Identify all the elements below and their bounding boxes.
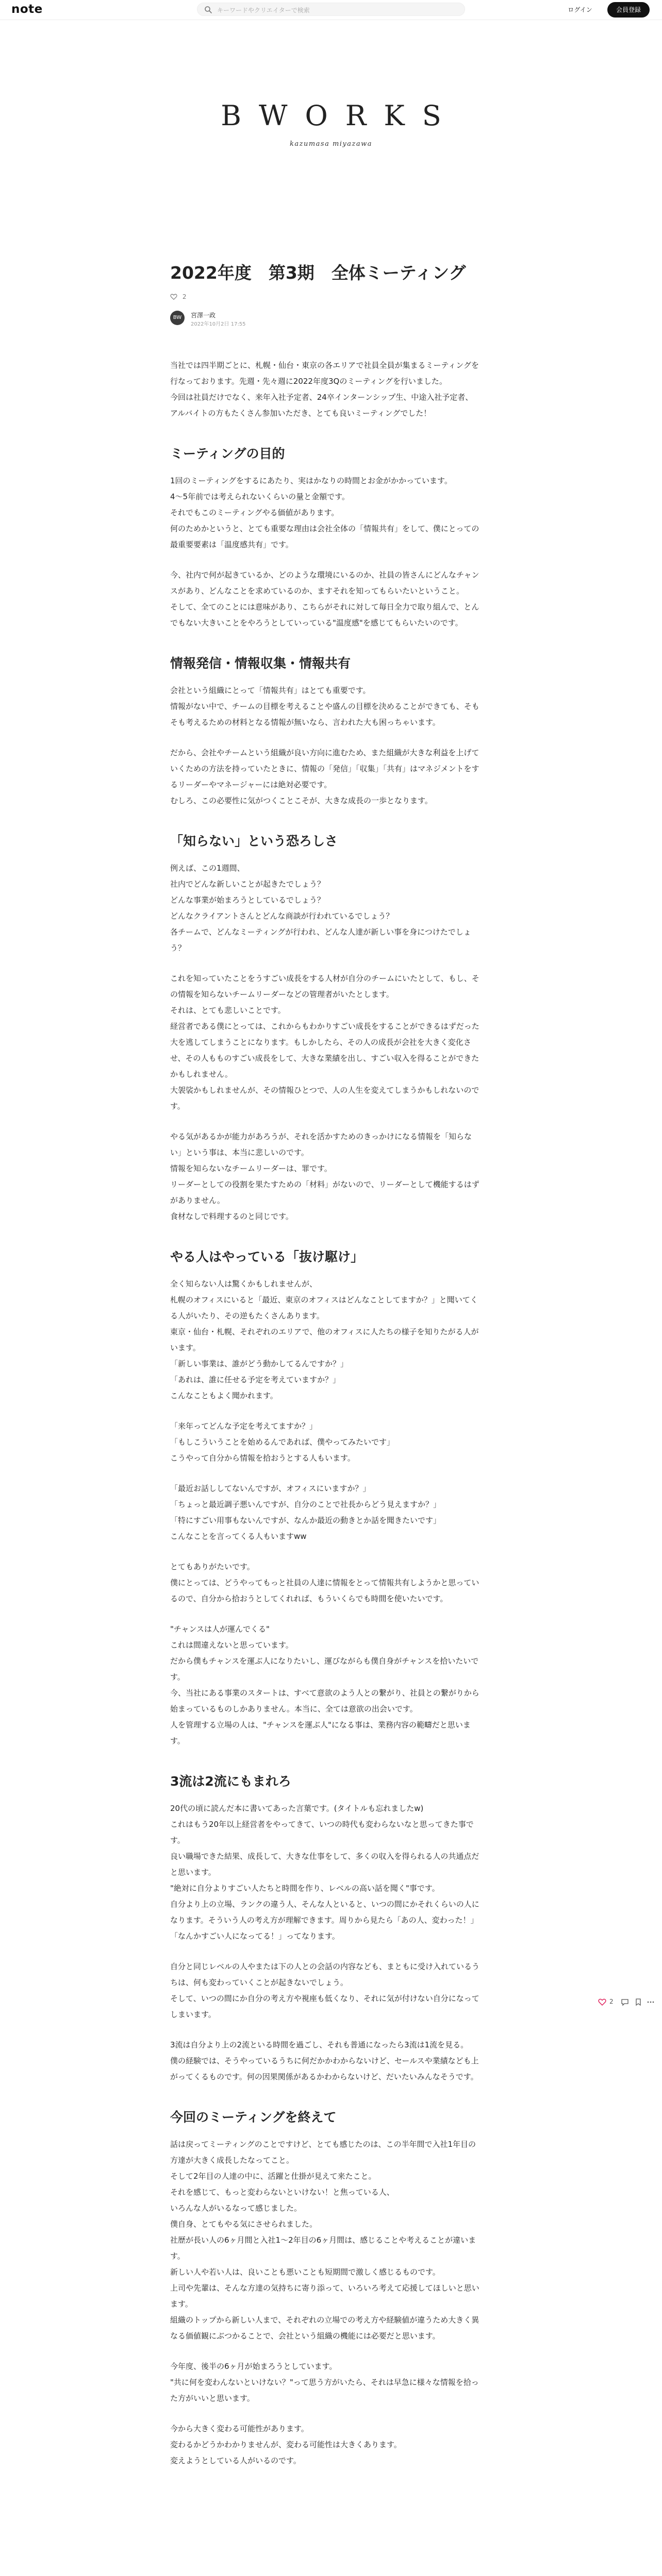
more-options-icon[interactable] bbox=[647, 1998, 655, 2006]
paragraph: 20代の頃に読んだ本に書いてあった言葉です。(タイトルも忘れましたw) これはもう20年以上経営者をやってきて、いつの時代も変わらないなと思ってきた事です。 良い職場できた結果、成長して、大きな仕事をして、多くの収入を得られる人の共通点だと思います。 "絶対に自分よりすごい人たちと時間を作り、レベルの高い話を聞く"事です。 自分より上の立場、ランクの違う人、そんな人といると、いつの間にかそれくらいの人になります。そういう人の考え方が理解できます。周りから見たら「あの人、変わった！」「なんかすごい人になってる！」ってなります。 bbox=[170, 1804, 479, 1941]
paragraph: 全く知らない人は驚くかもしれませんが、 札幌のオフィスにいると「最近、東京のオフィスはどんなことしてますか？」と聞いてくる人がいたり、その逆もたくさんあります。 東京・仙台・札幌、それぞれのエリアで、他のオフィスに人たちの様子を知りたがる人がいます。 「新しい事業は、誰がどう動かしてるんですか？」 「あれは、誰に任せる予定を考えていますか？」 こんなこともよく聞かれます。 bbox=[170, 1279, 479, 1400]
section-heading: 3流は2流にもまれろ bbox=[170, 1774, 291, 1789]
paragraph: だから、会社やチームという組織が良い方向に進むため、また組織が大きな利益を上げていくための方法を持っていたときに、情報の「発信」「収集」「共有」はマネジメントをするリーダーやマネージャーには絶対必要です。 むしろ、この必要性に気がつくことこそが、大きな成長の一歩となります。 bbox=[170, 748, 479, 805]
paragraph: 話は戻ってミーティングのことですけど、とても感じたのは、この半年間で入社1年目の方達が大きく成長したなってこと。 そして2年目の人達の中に、活躍と仕掛が見えて来たこと。 それを感じて、もっと変わらないといけない！と焦っている人、 いろんな人がいるなって感じました。 僕自身、とてもやる気にさせられました。 社歴が長い人の6ヶ月間と入社1〜2年目の6ヶ月間は、感じることや考えることが違います。 新しい人や若い人は、良いことも悪いことも短期間で激しく感じるものです。 上司や先輩は、そんな方達の気持ちに寄り添って、いろいろ考えて応援してほしいと思います。 組織のトップから新しい人まで、それぞれの立場での考え方や経験値が違うため大きく異なる価値観にぶつかることで、会社という組織の機能には必要だと思います。 bbox=[170, 2140, 479, 2341]
heart-icon[interactable] bbox=[170, 293, 177, 300]
paragraph: 会社という組織にとって「情報共有」はとても重要です。 情報がない中で、チームの目標を考えることや盛んの目標を決めることができても、そもそも考えるための材料となる情報が無いなら、言われた大も困っちゃいます。 bbox=[170, 686, 479, 727]
top-navigation-bar bbox=[0, 0, 662, 20]
section-heading: ミーティングの目的 bbox=[170, 446, 285, 461]
paragraph: "チャンスは人が運んでくる" これは間違えないと思っています。 だから僕もチャンスを運ぶ人になりたいし、運びながらも僕自身がチャンスを拾いたいです。 今、当社にある事業のスタートは、すべて意欲のよう人との繋がり、社員との繋がりから始まっているものしかありません。本当に、全ては意欲の出会いです。 人を管理する立場の人は、"チャンスを運ぶ人"になる事は、業務内容の範疇だと思います。 bbox=[170, 1624, 479, 1745]
paragraph: 今年度、後半の6ヶ月が始まろうとしています。 "共に何を変わんないといけない？"って思う方がいたら、それは早急に様々な情報を拾った方がいいと思います。 bbox=[170, 2362, 479, 2403]
paragraph: 当社では四半期ごとに、札幌・仙台・東京の各エリアで社員全員が集まるミーティングを行なっております。先週・先々週に2022年度3Qのミーティングを行いました。 今回は社員だけでなく、来年入社予定者、24卒インターンシップ生、中途入社予定者、アルバイトの方もたくさん参加いただき、とても良いミーティングでした！ bbox=[170, 361, 479, 418]
comment-icon[interactable] bbox=[621, 1998, 629, 2006]
paragraph: 1回のミーティングをするにあたり、実はかなりの時間とお金がかかっています。 4〜5年前では考えられないくらいの量と金額です。 それでもこのミーティングやる価値があります。 何のためかというと、とても重要な理由は会社全体の「情報共有」をして、僕にとっての最重要要素は「温度感共有」です。 bbox=[170, 476, 479, 549]
paragraph: やる気があるかが能力があろうが、それを活かすためのきっかけになる情報を「知らない」という事は、本当に悲しいのです。 情報を知らないなチームリーダーは、罪です。 リーダーとしての役割を果たすための「材料」がないので、リーダーとして機能するはずがありません。 食材なしで料理するのと同じです。 bbox=[170, 1132, 479, 1221]
avatar[interactable]: BW bbox=[170, 311, 185, 325]
side-like-count: 2 bbox=[609, 1998, 614, 2005]
like-heart-icon[interactable] bbox=[598, 1998, 606, 2006]
section-heading: 情報発信・情報収集・情報共有 bbox=[170, 656, 351, 671]
note-logo[interactable]: note bbox=[11, 3, 43, 16]
register-button[interactable]: 会員登録 bbox=[607, 2, 650, 18]
paragraph: 「最近お話ししてないんですが、オフィスにいますか？」 「ちょっと最近調子悪いんですが、自分のことで社長からどう見えますか？」 「特にすごい用事もないんですが、なんか最近の動きとか話を聞きたいです」 こんなことを言ってくる人もいますww bbox=[170, 1484, 441, 1541]
paragraph: 今、社内で何が起きているか、どのような環境にいるのか、社員の皆さんにどんなチャンスがあり、どんなことを求めているのか、ますそれを知ってもらいたいということ。 そして、全てのことには意味があり、こちらがそれに対して毎日全力で取り組んで、とんでもない大きいことをやろうとしていっている"温度感"を感じてもらいたいのです。 bbox=[170, 570, 479, 628]
search-input[interactable] bbox=[216, 5, 455, 16]
search-icon bbox=[204, 6, 212, 14]
creator-header bbox=[0, 98, 662, 148]
article-body bbox=[170, 358, 479, 2469]
article-title: 2022年度 第3期 全体ミーティング bbox=[170, 263, 466, 283]
search-box[interactable] bbox=[197, 3, 465, 16]
login-button[interactable]: ログイン bbox=[568, 6, 592, 13]
paragraph: これを知っていたことをうすごい成長をする人材が自分のチームにいたとして、もし、その情報を知らないチームリーダーなどの管理者がいたとします。 それは、とても悲しいことです。 経営者である僕にとっては、これからもわかりすごい成長をすることができるはずだった大を逃してしまうことになります。もしかしたら、その人の成長が会社を大きく変化させ、その人もものすごい成長をして、大きな業績を出し、すごい収入を得ることができたかもしれません。 大袈裟かもしれませんが、その情報ひとつで、人の人生を変えてしまうかもしれないのです。 bbox=[170, 974, 479, 1111]
paragraph: 今から大きく変わる可能性があります。 変わるかどうかわかりませんが、変わる可能性は大きくあります。 変えようとしている人がいるのです。 bbox=[170, 2424, 402, 2465]
section-heading: 今回のミーティングを終えて bbox=[170, 2110, 337, 2125]
like-count: 2 bbox=[182, 293, 187, 300]
paragraph: とてもありがたいです。 僕にとっては、どうやってもっと社員の人達に情報をとって情報共有しようかと思っているので、自分から拾おうとしてくれれば、もういくらでも時間を使いたいです。 bbox=[170, 1562, 479, 1603]
section-heading: やる人はやっている「抜け駆け」 bbox=[170, 1249, 364, 1264]
author-name[interactable]: 宮澤一政 bbox=[191, 312, 216, 319]
paragraph: 例えば、この1週間、 社内でどんな新しいことが起きたでしょう？ どんな事業が始まろうとしているでしょう？ どんなクライアントさんとどんな商談が行われているでしょう？ 各チームで、どんなミーティングが行われ、どんな人達が新しい事を身につけたでしょう？ bbox=[170, 863, 471, 953]
article bbox=[170, 261, 479, 2483]
like-row[interactable] bbox=[170, 293, 479, 303]
paragraph: 3流は自分より上の2流といる時間を過ごし、それも普通になったら3流は1流を見る。 僕の経験では、そうやっているうちに何だかかわからないけど、セールスや業績なども上がってくるものです。何の因果関係があるかわからないけど、だいたいみんなそうです。 bbox=[170, 2040, 479, 2081]
author-info[interactable] bbox=[170, 309, 479, 328]
publish-date: 2022年10月2日 17:55 bbox=[191, 321, 246, 327]
side-action-bar bbox=[598, 1997, 655, 2009]
bookmark-icon[interactable] bbox=[634, 1998, 642, 2006]
paragraph: 「来年ってどんな予定を考えてますか？」 「もしこういうことを始めるんであれば、僕やってみたいです」 こうやって自分から情報を拾おうとする人もいます。 bbox=[170, 1421, 395, 1463]
creator-subtitle: kazumasa miyazawa bbox=[289, 140, 373, 148]
creator-title[interactable]: BWORKS bbox=[221, 99, 459, 132]
paragraph: 自分と同じレベルの人やまたは下の人との会話の内容なども、まともに受け入れているうちは、何も変わっていくことが起きないでしょう。 そして、いつの間にか自分の考え方や視座も低くなり、それに気が付けない自分になってしまいます。 bbox=[170, 1962, 480, 2019]
section-heading: 「知らない」という恐ろしさ bbox=[170, 834, 338, 849]
